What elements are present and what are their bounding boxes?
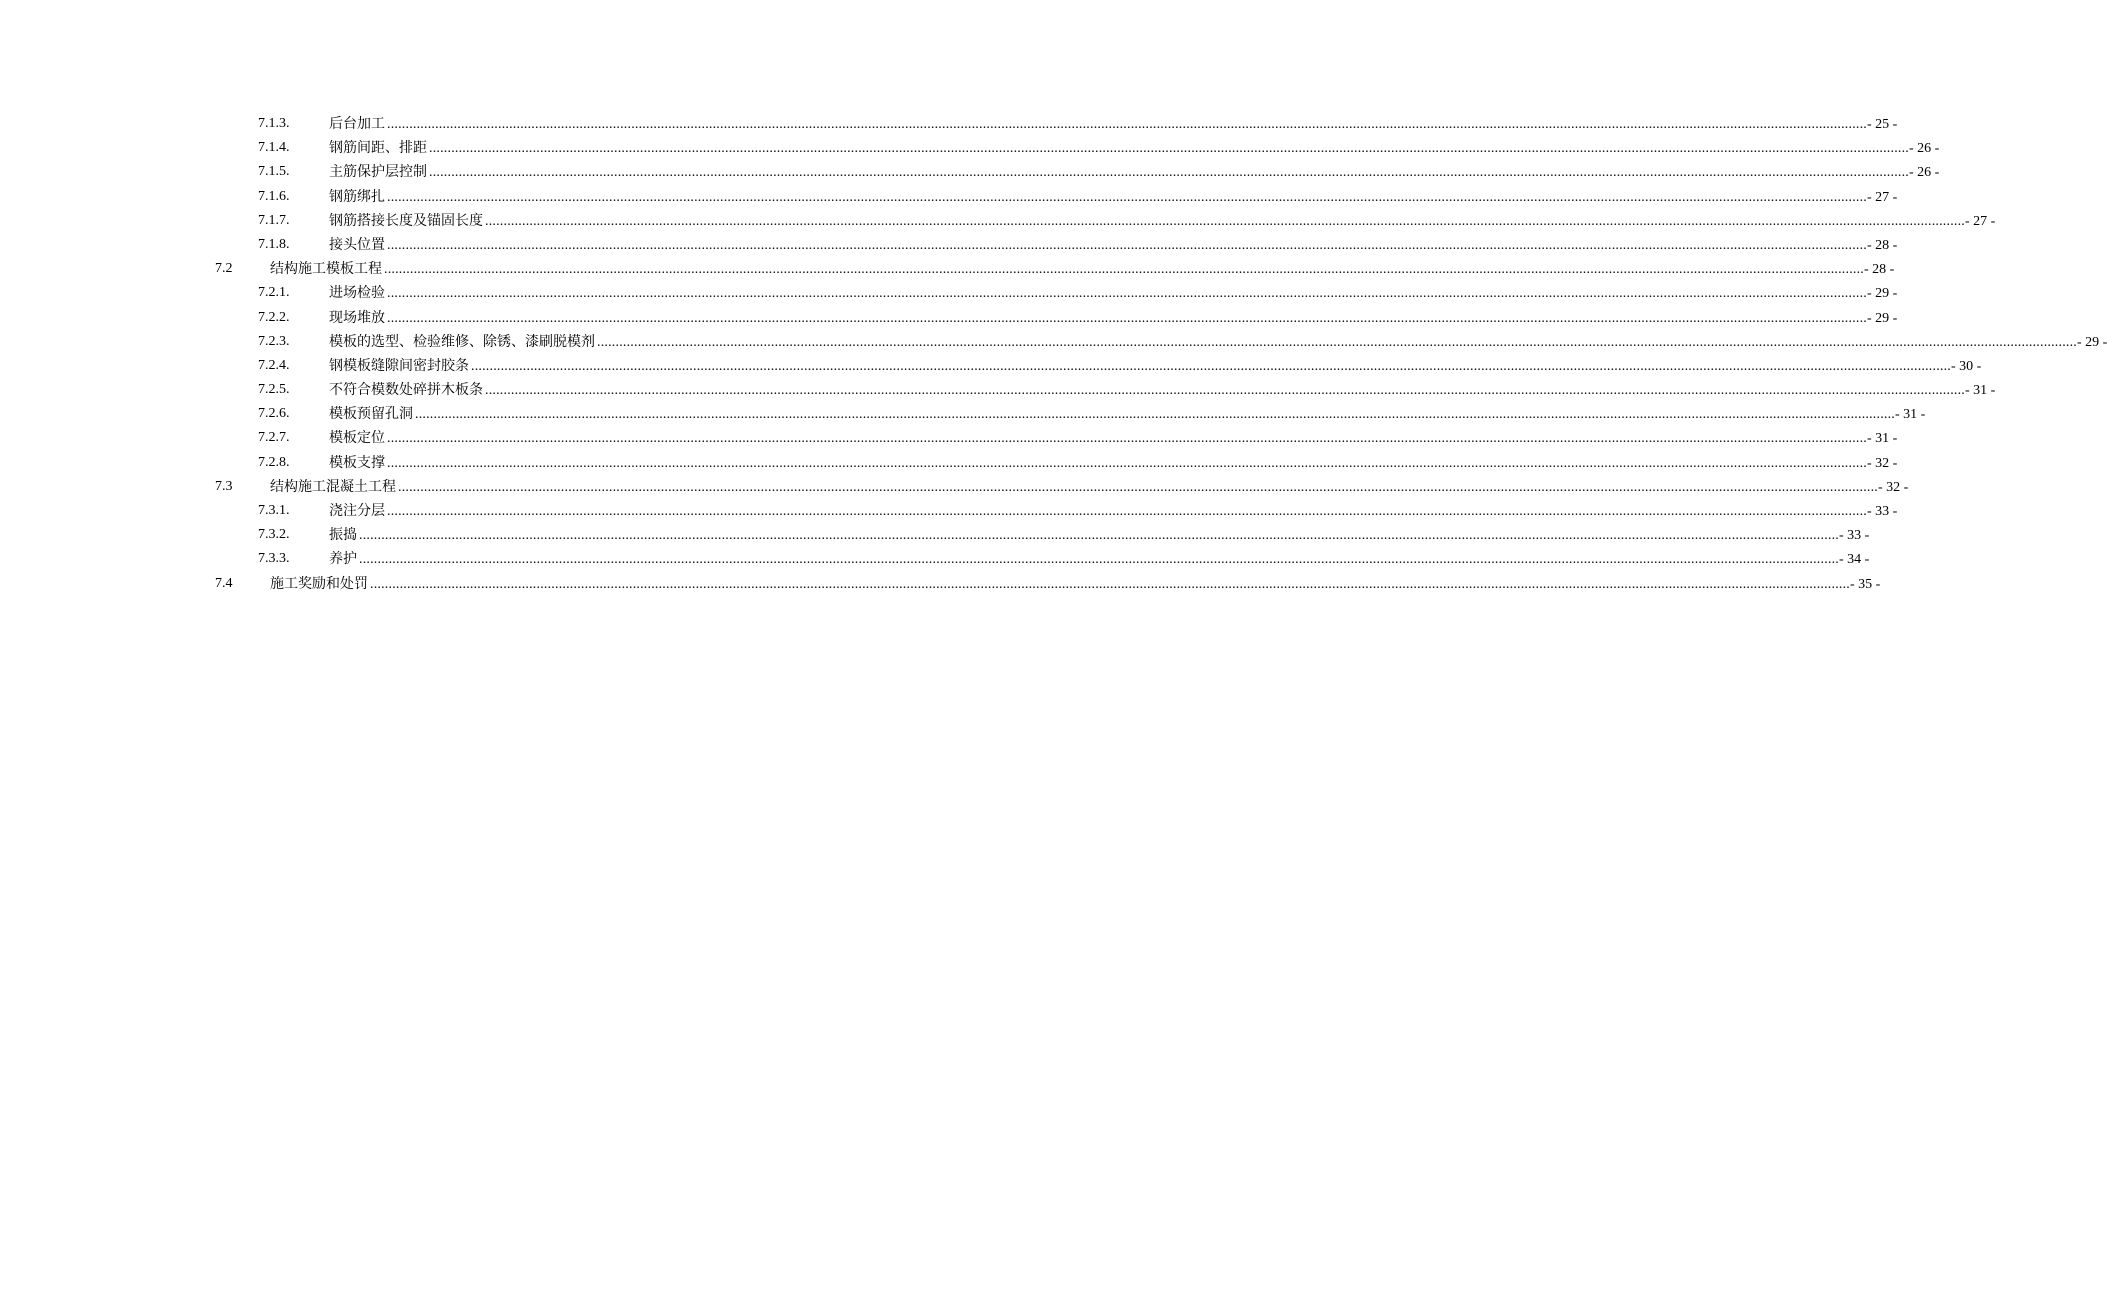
toc-dot-leader: ................................................................................................................................................................................................................................................................................................................................................................................................................ — [485, 213, 1965, 229]
toc-entry[interactable] — [0, 475, 1909, 499]
toc-entry-number: 7.2.7. — [258, 430, 290, 446]
toc-entry[interactable] — [0, 281, 1898, 305]
toc-entry-number: 7.2.2. — [258, 309, 290, 325]
toc-dot-leader: ................................................................................................................................................................................................................................................................................................................................................................................................................ — [387, 237, 1867, 253]
toc-entry-number: 7.3 — [215, 478, 233, 494]
toc-entry-title: 现场堆放 — [329, 309, 385, 326]
toc-entry-line — [270, 475, 1909, 500]
toc-entry-number: 7.2.8. — [258, 454, 290, 470]
toc-entry-line — [329, 209, 1996, 234]
toc-entry-line — [329, 112, 1898, 137]
toc-dot-leader: ................................................................................................................................................................................................................................................................................................................................................................................................................ — [387, 431, 1867, 447]
toc-entry[interactable] — [0, 426, 1898, 450]
toc-entry-number: 7.1.8. — [258, 236, 290, 252]
toc-entry-number: 7.2.5. — [258, 382, 290, 398]
toc-entry-line — [329, 136, 1940, 161]
toc-entry-number: 7.4 — [215, 575, 233, 591]
toc-entry[interactable] — [0, 185, 1898, 209]
toc-entry-line — [329, 233, 1898, 258]
toc-entry-page-number: - 32 - — [1878, 479, 1909, 495]
toc-entry-page-number: - 29 - — [2077, 334, 2107, 350]
toc-entry-page-number: - 30 - — [1951, 358, 1982, 374]
toc-entry-title: 后台加工 — [329, 116, 385, 132]
toc-entry-line — [329, 547, 1870, 572]
toc-dot-leader: ................................................................................................................................................................................................................................................................................................................................................................................................................ — [429, 141, 1909, 157]
toc-entry-number: 7.2.3. — [258, 333, 290, 349]
toc-entry-number: 7.3.3. — [258, 551, 290, 567]
toc-entry-line — [329, 306, 1898, 331]
toc-entry-title: 模板的选型、检验维修、除锈、漆刷脱模剂 — [329, 333, 595, 350]
toc-dot-leader: ................................................................................................................................................................................................................................................................................................................................................................................................................ — [387, 504, 1867, 519]
toc-entry-title: 结构施工混凝土工程 — [270, 478, 396, 495]
toc-entry-page-number: - 35 - — [1850, 576, 1881, 592]
toc-entry-line — [270, 572, 1881, 597]
toc-dot-leader: ................................................................................................................................................................................................................................................................................................................................................................................................................ — [387, 117, 1867, 132]
toc-dot-leader: ................................................................................................................................................................................................................................................................................................................................................................................................................ — [398, 479, 1878, 495]
toc-dot-leader: ................................................................................................................................................................................................................................................................................................................................................................................................................ — [359, 552, 1839, 568]
toc-entry[interactable] — [0, 572, 1881, 596]
toc-entry-title: 养护 — [329, 551, 357, 568]
toc-entry-title: 模板定位 — [329, 430, 385, 447]
toc-entry-title: 钢筋绑扎 — [329, 188, 385, 205]
toc-entry-page-number: - 32 - — [1867, 455, 1898, 471]
toc-entry-line — [329, 354, 1982, 379]
toc-entry-title: 主筋保护层控制 — [329, 164, 427, 181]
toc-entry-page-number: - 33 - — [1839, 528, 1870, 544]
toc-entry-title: 钢筋间距、排距 — [329, 140, 427, 157]
toc-entry-title: 钢筋搭接长度及锚固长度 — [329, 212, 483, 229]
toc-entry[interactable] — [0, 547, 1870, 571]
toc-entry-page-number: - 27 - — [1867, 189, 1898, 205]
toc-entry-page-number: - 34 - — [1839, 552, 1870, 568]
toc-dot-leader: ................................................................................................................................................................................................................................................................................................................................................................................................................ — [387, 310, 1867, 326]
toc-dot-leader: ................................................................................................................................................................................................................................................................................................................................................................................................................ — [384, 262, 1864, 278]
toc-entry-number: 7.2.1. — [258, 285, 290, 301]
toc-entry-page-number: - 28 - — [1864, 262, 1895, 278]
toc-entry-line — [329, 378, 1996, 403]
toc-entry-number: 7.1.3. — [258, 116, 290, 131]
toc-dot-leader: ................................................................................................................................................................................................................................................................................................................................................................................................................ — [387, 189, 1867, 205]
toc-entry-number: 7.1.6. — [258, 188, 290, 204]
toc-entry-page-number: - 28 - — [1867, 237, 1898, 253]
toc-entry-number: 7.3.1. — [258, 503, 290, 518]
toc-entry-title: 模板支撑 — [329, 454, 385, 471]
toc-entry-title: 浇注分层 — [329, 503, 385, 519]
toc-dot-leader: ................................................................................................................................................................................................................................................................................................................................................................................................................ — [415, 407, 1895, 423]
toc-dot-leader: ................................................................................................................................................................................................................................................................................................................................................................................................................ — [429, 165, 1909, 181]
toc-entry-page-number: - 31 - — [1867, 431, 1898, 447]
toc-entry-line — [329, 499, 1898, 524]
toc-entry-line — [329, 402, 1926, 427]
toc-entry[interactable] — [0, 257, 1895, 281]
toc-entry-number: 7.3.2. — [258, 527, 290, 543]
toc-entry[interactable] — [0, 136, 1940, 160]
toc-entry-page-number: - 25 - — [1867, 117, 1898, 132]
toc-entry[interactable] — [0, 209, 1996, 233]
toc-entry-page-number: - 29 - — [1867, 310, 1898, 326]
toc-entry[interactable] — [0, 499, 1898, 523]
toc-entry-line — [329, 523, 1870, 548]
toc-entry-number: 7.1.7. — [258, 212, 290, 228]
toc-entry-number: 7.1.4. — [258, 140, 290, 156]
toc-entry-number: 7.1.5. — [258, 164, 290, 180]
toc-entry[interactable] — [0, 112, 1898, 136]
toc-entry-number: 7.2 — [215, 261, 233, 277]
toc-entry-page-number: - 33 - — [1867, 504, 1898, 519]
toc-entry-title: 结构施工模板工程 — [270, 261, 382, 278]
toc-entry[interactable] — [0, 160, 1940, 184]
toc-entry[interactable] — [0, 354, 1982, 378]
toc-dot-leader: ................................................................................................................................................................................................................................................................................................................................................................................................................ — [370, 576, 1850, 592]
toc-entry-line — [329, 330, 2107, 355]
toc-dot-leader: ................................................................................................................................................................................................................................................................................................................................................................................................................ — [359, 528, 1839, 544]
toc-entry-title: 钢模板缝隙间密封胶条 — [329, 357, 469, 374]
toc-entry[interactable] — [0, 451, 1898, 475]
toc-entry-page-number: - 26 - — [1909, 165, 1940, 181]
toc-entry[interactable] — [0, 306, 1898, 330]
toc-entry-title: 接头位置 — [329, 236, 385, 253]
toc-entry-page-number: - 27 - — [1965, 213, 1996, 229]
toc-dot-leader: ................................................................................................................................................................................................................................................................................................................................................................................................................ — [387, 455, 1867, 471]
toc-entry-page-number: - 29 - — [1867, 286, 1898, 302]
toc-entry-line — [329, 160, 1940, 185]
toc-entry-line — [270, 257, 1895, 282]
toc-entry-number: 7.2.6. — [258, 406, 290, 422]
toc-entry-page-number: - 31 - — [1895, 407, 1926, 423]
toc-dot-leader: ................................................................................................................................................................................................................................................................................................................................................................................................................ — [597, 334, 2077, 350]
toc-entry-line — [329, 426, 1898, 451]
toc-entry-number: 7.2.4. — [258, 357, 290, 373]
toc-entry[interactable] — [0, 402, 1926, 426]
toc-entry-line — [329, 281, 1898, 306]
toc-entry[interactable] — [0, 330, 2107, 354]
toc-entry-title: 施工奖励和处罚 — [270, 575, 368, 592]
toc-entry[interactable] — [0, 378, 1996, 402]
toc-entry-page-number: - 26 - — [1909, 141, 1940, 157]
toc-entry-page-number: - 31 - — [1965, 383, 1996, 399]
toc-entry-title: 不符合模数处碎拼木板条 — [329, 382, 483, 399]
toc-entry-line — [329, 451, 1898, 476]
toc-entry[interactable] — [0, 233, 1898, 257]
toc-entry-title: 进场检验 — [329, 285, 385, 302]
toc-entry[interactable] — [0, 523, 1870, 547]
toc-entry-line — [329, 185, 1898, 210]
toc-dot-leader: ................................................................................................................................................................................................................................................................................................................................................................................................................ — [387, 286, 1867, 302]
toc-entry-title: 模板预留孔洞 — [329, 406, 413, 423]
table-of-contents — [0, 112, 2107, 596]
toc-dot-leader: ................................................................................................................................................................................................................................................................................................................................................................................................................ — [471, 358, 1951, 374]
toc-entry-title: 振捣 — [329, 527, 357, 544]
toc-dot-leader: ................................................................................................................................................................................................................................................................................................................................................................................................................ — [485, 383, 1965, 399]
